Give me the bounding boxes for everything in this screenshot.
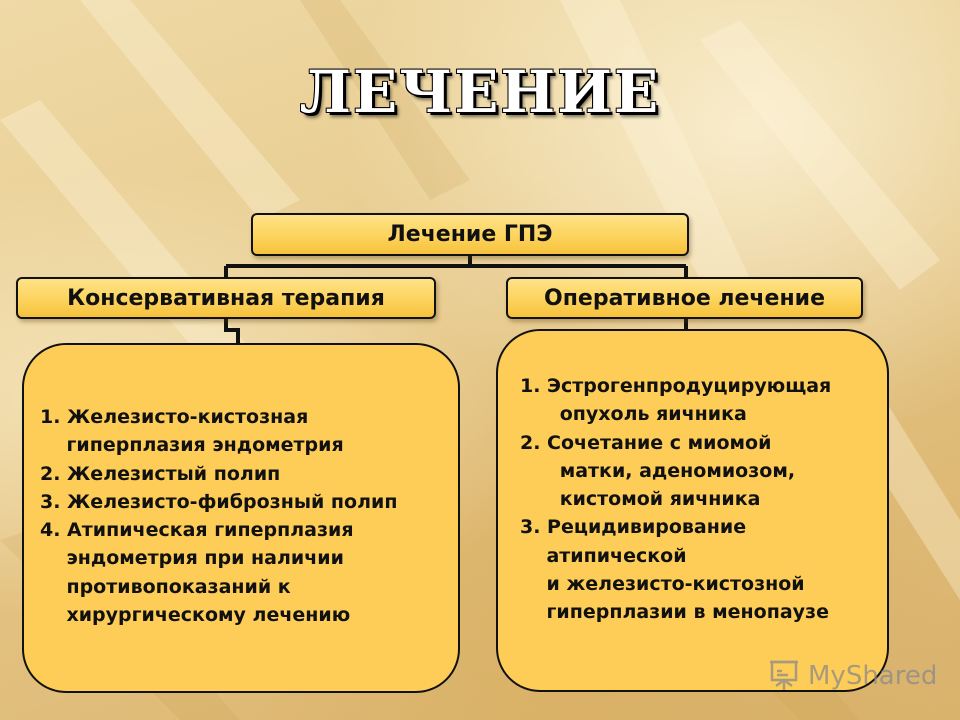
indication-line: и железисто-кистозной — [520, 573, 805, 596]
indication-line: 2. Сочетание с миомой — [520, 431, 772, 454]
indication-line: опухоль яичника — [520, 403, 747, 426]
indication-line: 4. Атипическая гиперплазия — [40, 519, 354, 542]
root-node: Лечение ГПЭ — [251, 213, 689, 256]
indication-line: кистомой яичника — [520, 488, 761, 511]
myshared-watermark — [766, 656, 937, 696]
indication-line: гиперплазии в менопаузе — [520, 601, 829, 624]
page-title: ЛЕЧЕНИЕ — [299, 58, 661, 126]
left-branch-to-panel-line — [226, 319, 238, 343]
surgical-indications-panel — [496, 329, 889, 692]
indication-line: хирургическому лечению — [40, 604, 351, 627]
presentation-board-icon — [766, 658, 802, 694]
indication-line: эндометрия при наличии — [40, 547, 344, 570]
conservative-indications-panel — [22, 343, 460, 693]
indication-line: 3. Рецидивирование — [520, 516, 747, 539]
indication-line: гиперплазия эндометрия — [40, 434, 344, 457]
surgical-treatment-node: Оперативное лечение — [506, 277, 863, 319]
indication-line: матки, аденомиозом, — [520, 459, 796, 482]
watermark-text: MyShared — [808, 661, 938, 691]
conservative-therapy-node: Консервативная терапия — [16, 277, 436, 319]
indication-line: 2. Железистый полип — [40, 462, 281, 485]
root-to-branches-line — [226, 256, 686, 277]
indication-line: противопоказаний к — [40, 575, 291, 598]
indication-line: 3. Железисто-фиброзный полип — [40, 490, 398, 513]
indication-line: атипической — [520, 544, 687, 567]
indication-line: 1. Железисто-кистозная — [40, 406, 309, 428]
indication-line: 1. Эстрогенпродуцирующая — [520, 375, 832, 397]
